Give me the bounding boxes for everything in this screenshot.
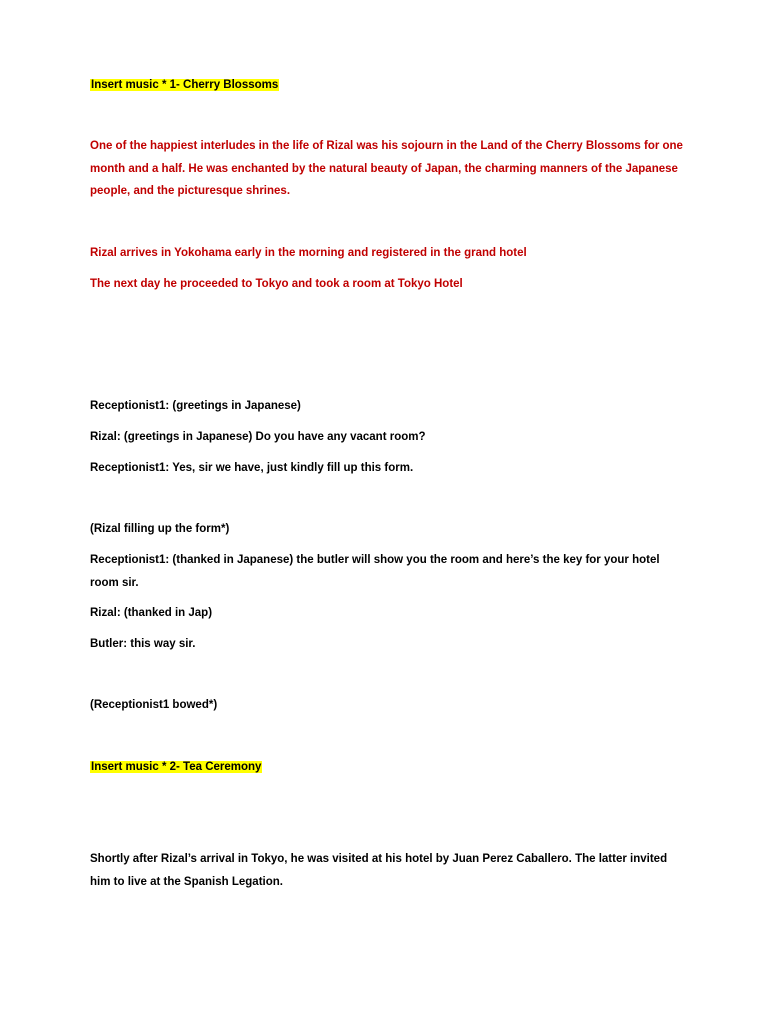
arrival-line: Rizal arrives in Yokohama early in the morning and registered in the grand hotel bbox=[90, 247, 527, 259]
closing-paragraph: Shortly after Rizal’s arrival in Tokyo, he was visited at his hotel by Juan Perez Caballero. The latter invited him to live at the Spanish Legation. bbox=[90, 853, 668, 888]
music-cue-2-highlight: Insert music * 2- Tea Ceremony bbox=[91, 761, 262, 773]
dialogue-line: Butler: this way sir. bbox=[90, 638, 196, 650]
stage-direction: (Receptionist1 bowed*) bbox=[90, 699, 218, 711]
dialogue-line: Receptionist1: (greetings in Japanese) bbox=[90, 400, 301, 412]
dialogue-line: Receptionist1: Yes, sir we have, just kindly fill up this form. bbox=[90, 462, 414, 474]
intro-paragraph: One of the happiest interludes in the life of Rizal was his sojourn in the Land of the Cherry Blossoms for one month and a half. He was enchanted by the natural beauty of Japan, the charming manners of the Japanese people, and the picturesque shrines. bbox=[90, 140, 683, 197]
dialogue-line: Rizal: (thanked in Jap) bbox=[90, 607, 213, 619]
dialogue-line: Rizal: (greetings in Japanese) Do you have any vacant room? bbox=[90, 431, 426, 443]
stage-direction: (Rizal filling up the form*) bbox=[90, 523, 230, 535]
music-cue-2 bbox=[90, 760, 262, 775]
music-cue-1 bbox=[90, 78, 279, 93]
music-cue-1-highlight: Insert music * 1- Cherry Blossoms bbox=[91, 79, 279, 91]
dialogue-line: Receptionist1: (thanked in Japanese) the butler will show you the room and here’s the key for your hotel room sir. bbox=[90, 554, 660, 589]
next-day-line: The next day he proceeded to Tokyo and took a room at Tokyo Hotel bbox=[90, 278, 463, 290]
